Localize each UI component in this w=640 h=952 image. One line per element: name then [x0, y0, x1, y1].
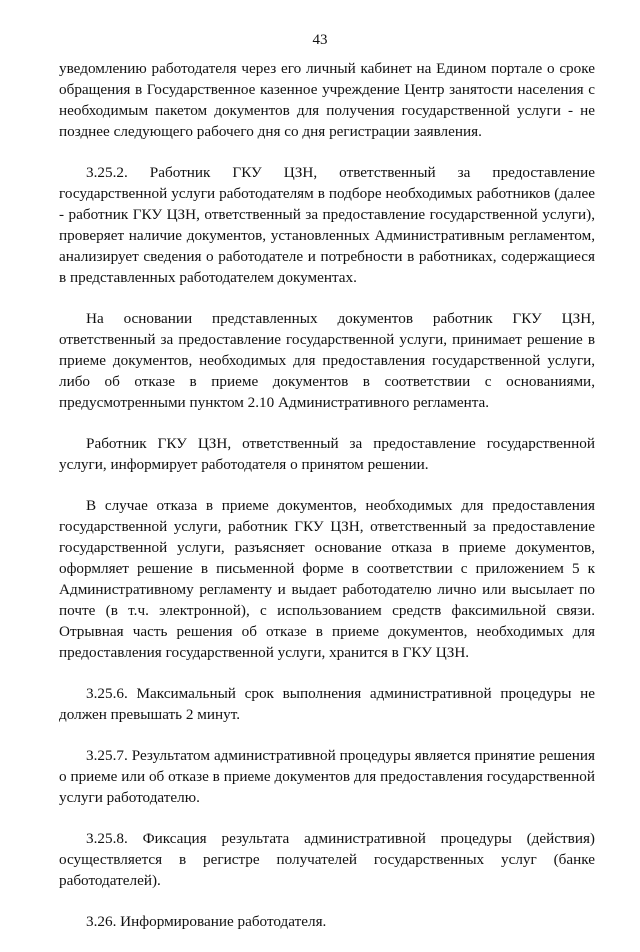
- page-number: 43: [312, 32, 328, 48]
- paragraph-inform: Работник ГКУ ЦЗН, ответственный за предоставление государственной услуги, информирует работодателя о принятом решении.: [59, 435, 595, 473]
- paragraph-3-25-2: 3.25.2. Работник ГКУ ЦЗН, ответственный за предоставление государственной услуги работодателям в подборе необходимых работников (далее - работник ГКУ ЦЗН, ответственный за предоставление государственной услуги), проверяет наличие документов, установленных Административным регламентом, анализирует сведения о работодателе и потребности в работниках, содержащиеся в представленных работодателем документах.: [59, 164, 595, 286]
- document-body: [59, 58, 595, 952]
- paragraph-continuation: уведомлению работодателя через его личный кабинет на Едином портале о сроке обращения в Государственное казенное учреждение Центр занятости населения с необходимым пакетом документов для получения государственной услуги - не позднее следующего рабочего дня со дня регистрации заявления.: [59, 60, 595, 140]
- paragraph-3-26: 3.26. Информирование работодателя.: [86, 913, 327, 930]
- paragraph-3-25-8: 3.25.8. Фиксация результата административной процедуры (действия) осуществляется в регистре получателей государственных услуг (банке работодателей).: [59, 830, 595, 889]
- paragraph-3-25-6: 3.25.6. Максимальный срок выполнения административной процедуры не должен превышать 2 минут.: [59, 685, 595, 723]
- paragraph-decision: На основании представленных документов работник ГКУ ЦЗН, ответственный за предоставление государственной услуги, принимает решение в приеме документов, необходимых для предоставления государственной услуги, либо об отказе в приеме документов в соответствии с основаниями, предусмотренными пунктом 2.10 Административного регламента.: [59, 310, 595, 411]
- paragraph-refusal: В случае отказа в приеме документов, необходимых для предоставления государственной услуги, работник ГКУ ЦЗН, ответственный за предоставление государственной услуги, разъясняет основание отказа в приеме документов, оформляет решение в письменной форме в соответствии с приложением 5 к Административному регламенту и выдает работодателю лично или высылает по почте (в т.ч. электронной), с использованием средств факсимильной связи. Отрывная часть решения об отказе в приеме документов, необходимых для предоставления государственной услуги, хранится в ГКУ ЦЗН.: [59, 497, 595, 661]
- paragraph-3-25-7: 3.25.7. Результатом административной процедуры является принятие решения о приеме или об отказе в приеме документов для предоставления государственной услуги работодателю.: [59, 747, 595, 806]
